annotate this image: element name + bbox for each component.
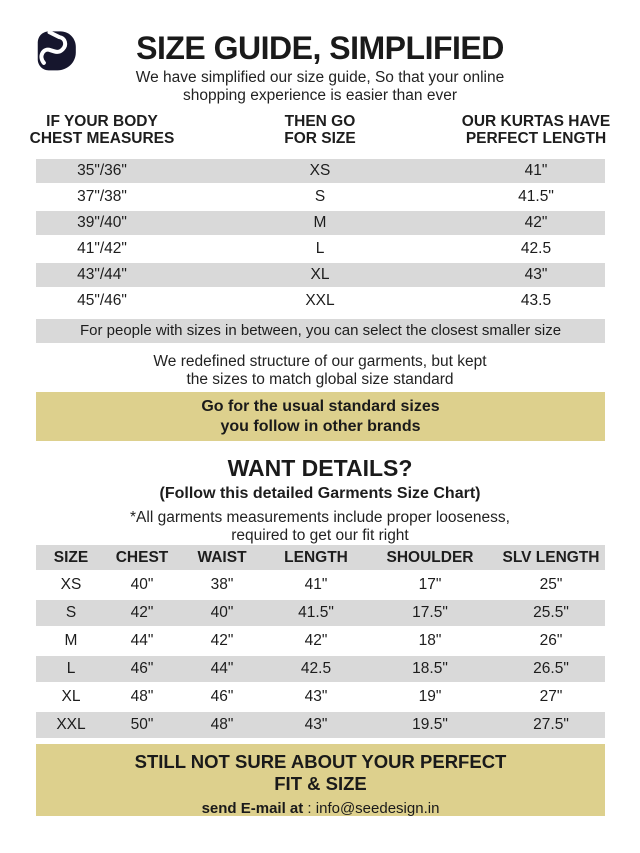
header-line: OUR KURTAS HAVE — [461, 113, 611, 130]
garments-row-l — [36, 656, 605, 682]
standard-sizes-banner — [36, 392, 605, 441]
size-table-note: For people with sizes in between, you can select the closest smaller size — [36, 319, 605, 343]
cell: 18" — [418, 632, 442, 649]
cell: S — [65, 604, 77, 621]
cell: 46" — [210, 688, 234, 705]
cell: 40" — [210, 604, 234, 621]
header-line: THEN GO — [284, 113, 356, 130]
cell: 18.5" — [412, 660, 448, 677]
cell: L — [66, 660, 76, 677]
cell: 42.5 — [300, 660, 332, 677]
header-size: SIZE — [53, 549, 89, 566]
email-address: : info@seedesign.in — [303, 800, 440, 817]
standard-sizes-line2: you follow in other brands — [220, 417, 421, 435]
cell-length: 42" — [524, 214, 548, 231]
cell-chest: 35"/36" — [77, 162, 127, 179]
cell: 41.5" — [298, 604, 334, 621]
size-table-row-xxl — [36, 289, 605, 313]
looseness-note-line2: required to get our fit right — [231, 526, 409, 544]
header-chest: CHEST — [115, 549, 169, 566]
cell-size: S — [314, 188, 326, 205]
redefined-note-line1: We redefined structure of our garments, but kept — [153, 353, 487, 370]
size-table-row-xs — [36, 159, 605, 183]
cell-size: XS — [309, 162, 331, 179]
header-waist: WAIST — [197, 549, 247, 566]
cell-chest: 45"/46" — [77, 292, 127, 309]
cell: 43" — [304, 716, 328, 733]
cell-chest: 41"/42" — [77, 240, 127, 257]
cell: 48" — [130, 688, 154, 705]
garments-row-xl — [36, 684, 605, 710]
cell: 41" — [304, 576, 328, 593]
page-subtitle — [0, 69, 640, 104]
garments-row-s — [36, 600, 605, 626]
standard-sizes-line1: Go for the usual standard sizes — [201, 397, 440, 415]
cell: 19.5" — [412, 716, 448, 733]
size-table-row-xl — [36, 263, 605, 287]
cell-chest: 43"/44" — [77, 266, 127, 283]
size-table-row-l — [36, 237, 605, 261]
cell-chest: 39"/40" — [77, 214, 127, 231]
cell: 17" — [418, 576, 442, 593]
column-header-chest-measures — [30, 113, 175, 147]
header-slv-length: SLV LENGTH — [502, 549, 600, 566]
garments-row-xs — [36, 572, 605, 598]
size-table-row-s — [36, 185, 605, 209]
cell-size: XL — [310, 266, 330, 283]
cell: 19" — [418, 688, 442, 705]
cell-size: XXL — [305, 292, 335, 309]
size-table-header — [0, 113, 640, 153]
size-table-row-m — [36, 211, 605, 235]
header-line: FOR SIZE — [284, 130, 356, 147]
looseness-note-line1: *All garments measurements include proper looseness, — [130, 509, 510, 526]
column-header-kurta-length — [462, 113, 610, 147]
cell: XXL — [56, 716, 86, 733]
cell: 17.5" — [412, 604, 448, 621]
cell-length: 41" — [524, 162, 548, 179]
contact-line2: FIT & SIZE — [274, 773, 367, 794]
cell: XL — [61, 688, 81, 705]
cell-length: 43.5 — [520, 292, 552, 309]
garments-row-xxl — [36, 712, 605, 738]
cell: 25.5" — [533, 604, 569, 621]
garments-row-m — [36, 628, 605, 654]
email-label: send E-mail at — [201, 800, 304, 817]
cell: 42" — [130, 604, 154, 621]
cell: 27" — [539, 688, 563, 705]
cell: 26" — [539, 632, 563, 649]
cell: 44" — [210, 660, 234, 677]
cell: 27.5" — [533, 716, 569, 733]
cell-length: 43" — [524, 266, 548, 283]
subtitle-line2: shopping experience is easier than ever — [182, 86, 457, 104]
cell-chest: 37"/38" — [77, 188, 127, 205]
header-length: LENGTH — [284, 549, 348, 566]
looseness-note — [0, 509, 640, 544]
cell: 43" — [304, 688, 328, 705]
cell-size: L — [315, 240, 325, 257]
header-shoulder: SHOULDER — [386, 549, 474, 566]
cell: M — [64, 632, 78, 649]
want-details-subheading: (Follow this detailed Garments Size Chart) — [159, 485, 481, 502]
cell: 42" — [210, 632, 234, 649]
cell: 40" — [130, 576, 154, 593]
cell: 46" — [130, 660, 154, 677]
cell: XS — [60, 576, 82, 593]
cell-length: 41.5" — [518, 188, 554, 205]
cell-length: 42.5 — [520, 240, 552, 257]
cell: 42" — [304, 632, 328, 649]
cell: 50" — [130, 716, 154, 733]
contact-line1: STILL NOT SURE ABOUT YOUR PERFECT — [134, 751, 507, 772]
cell: 48" — [210, 716, 234, 733]
page-title: SIZE GUIDE, SIMPLIFIED — [136, 30, 504, 66]
cell: 38" — [210, 576, 234, 593]
cell: 25" — [539, 576, 563, 593]
header-line: PERFECT LENGTH — [465, 130, 607, 147]
contact-banner — [36, 744, 605, 816]
subtitle-line1: We have simplified our size guide, So that your online — [135, 69, 505, 86]
garments-table-header — [36, 545, 605, 570]
header-line: CHEST MEASURES — [29, 130, 175, 147]
redefined-note — [0, 353, 640, 388]
contact-email-line — [36, 800, 605, 817]
header-line: IF YOUR BODY — [46, 113, 158, 130]
redefined-note-line2: the sizes to match global size standard — [186, 370, 454, 388]
cell-size: M — [313, 214, 327, 231]
want-details-heading: WANT DETAILS? — [227, 455, 413, 481]
cell: 44" — [130, 632, 154, 649]
cell: 26.5" — [533, 660, 569, 677]
column-header-go-for-size — [284, 113, 355, 147]
